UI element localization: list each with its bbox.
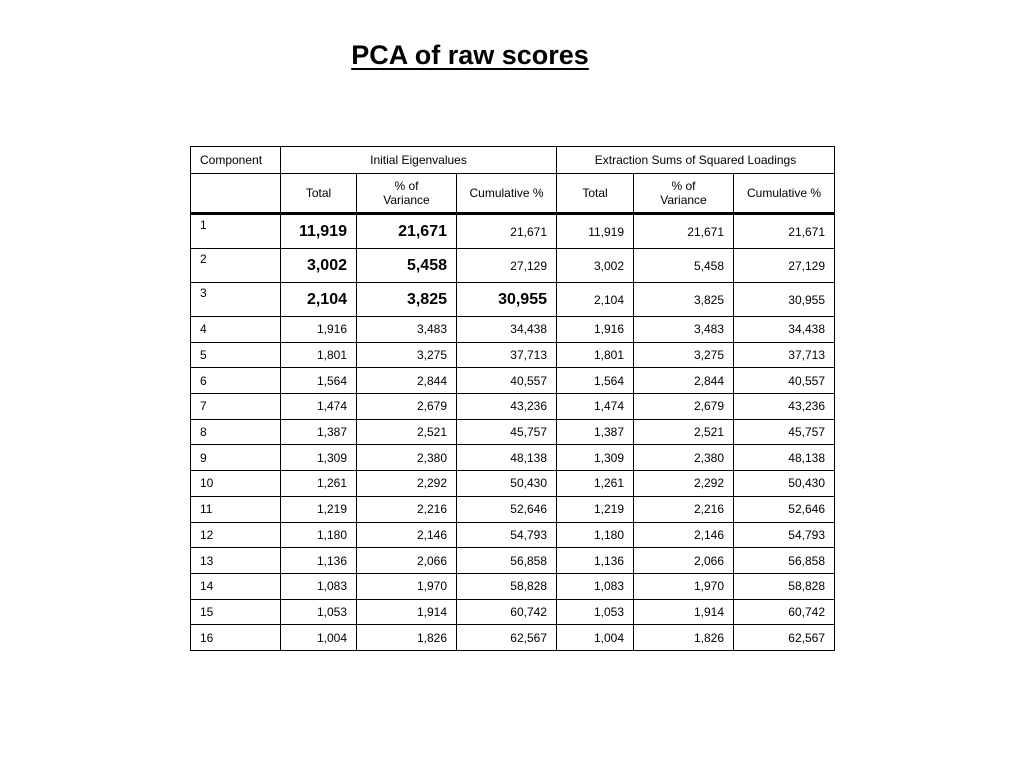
table-row (191, 471, 835, 497)
cell-i-cum: 45,757 (457, 419, 557, 445)
component-number: 6 (191, 368, 281, 394)
table-row (191, 249, 835, 283)
table-row (191, 283, 835, 317)
cell-e-pct: 2,146 (634, 522, 734, 548)
cell-e-total: 3,002 (557, 249, 634, 283)
table-row (191, 522, 835, 548)
cell-e-cum: 40,557 (734, 368, 835, 394)
pct-line1: % of (671, 179, 696, 193)
cell-i-total: 1,180 (281, 522, 357, 548)
cell-e-cum: 54,793 (734, 522, 835, 548)
component-number: 7 (191, 394, 281, 420)
cell-i-total: 1,219 (281, 496, 357, 522)
cell-e-total: 1,083 (557, 573, 634, 599)
component-number: 10 (191, 471, 281, 497)
variance-table (190, 146, 835, 651)
cell-e-cum: 60,742 (734, 599, 835, 625)
table-row (191, 214, 835, 249)
cell-i-total: 1,004 (281, 625, 357, 651)
component-number: 4 (191, 317, 281, 343)
header-component: Component (191, 147, 281, 174)
page-title: PCA of raw scores (351, 40, 589, 70)
cell-i-total: 2,104 (281, 283, 357, 317)
cell-e-pct: 1,914 (634, 599, 734, 625)
cell-e-total: 1,136 (557, 548, 634, 574)
cell-e-pct: 2,380 (634, 445, 734, 471)
cell-e-cum: 58,828 (734, 573, 835, 599)
cell-i-total: 3,002 (281, 249, 357, 283)
header-extraction-cumulative: Cumulative % (734, 174, 835, 214)
cell-i-cum: 52,646 (457, 496, 557, 522)
cell-e-total: 1,004 (557, 625, 634, 651)
cell-i-total: 1,053 (281, 599, 357, 625)
component-number: 11 (191, 496, 281, 522)
cell-e-total: 1,801 (557, 342, 634, 368)
cell-i-pct: 2,521 (357, 419, 457, 445)
pct-line1: % of (394, 179, 419, 193)
component-number: 16 (191, 625, 281, 651)
cell-i-cum: 37,713 (457, 342, 557, 368)
cell-e-total: 1,053 (557, 599, 634, 625)
cell-i-total: 1,261 (281, 471, 357, 497)
cell-e-pct: 1,970 (634, 573, 734, 599)
cell-i-pct: 2,844 (357, 368, 457, 394)
cell-e-cum: 50,430 (734, 471, 835, 497)
header-initial-pct-variance (357, 174, 457, 214)
cell-i-cum: 50,430 (457, 471, 557, 497)
cell-i-total: 1,916 (281, 317, 357, 343)
cell-i-cum: 21,671 (457, 214, 557, 249)
cell-e-total: 1,219 (557, 496, 634, 522)
component-number: 1 (191, 214, 281, 249)
table-row (191, 394, 835, 420)
cell-i-pct: 3,483 (357, 317, 457, 343)
cell-e-pct: 2,066 (634, 548, 734, 574)
component-number: 8 (191, 419, 281, 445)
cell-i-pct: 2,380 (357, 445, 457, 471)
cell-i-cum: 54,793 (457, 522, 557, 548)
cell-i-total: 1,387 (281, 419, 357, 445)
cell-e-pct: 2,844 (634, 368, 734, 394)
header-initial-eigenvalues: Initial Eigenvalues (281, 147, 557, 174)
cell-i-total: 1,083 (281, 573, 357, 599)
component-number: 12 (191, 522, 281, 548)
cell-e-pct: 1,826 (634, 625, 734, 651)
cell-i-pct: 2,216 (357, 496, 457, 522)
cell-i-cum: 27,129 (457, 249, 557, 283)
cell-i-cum: 56,858 (457, 548, 557, 574)
cell-i-cum: 58,828 (457, 573, 557, 599)
cell-i-total: 1,136 (281, 548, 357, 574)
cell-e-total: 1,474 (557, 394, 634, 420)
cell-i-pct: 1,826 (357, 625, 457, 651)
component-number: 15 (191, 599, 281, 625)
cell-i-cum: 43,236 (457, 394, 557, 420)
cell-e-pct: 3,483 (634, 317, 734, 343)
cell-i-cum: 60,742 (457, 599, 557, 625)
component-number: 2 (191, 249, 281, 283)
header-extraction-total: Total (557, 174, 634, 214)
cell-i-pct: 1,970 (357, 573, 457, 599)
cell-e-total: 1,387 (557, 419, 634, 445)
cell-e-cum: 30,955 (734, 283, 835, 317)
table-row (191, 548, 835, 574)
header-row-groups (191, 147, 835, 174)
cell-e-total: 1,309 (557, 445, 634, 471)
cell-i-total: 1,801 (281, 342, 357, 368)
header-extraction-pct-variance (634, 174, 734, 214)
cell-e-cum: 43,236 (734, 394, 835, 420)
cell-i-cum: 48,138 (457, 445, 557, 471)
cell-e-cum: 56,858 (734, 548, 835, 574)
table-row (191, 368, 835, 394)
table-row (191, 342, 835, 368)
cell-i-pct: 2,292 (357, 471, 457, 497)
cell-e-cum: 62,567 (734, 625, 835, 651)
cell-i-total: 11,919 (281, 214, 357, 249)
header-component-blank (191, 174, 281, 214)
cell-e-pct: 21,671 (634, 214, 734, 249)
cell-e-cum: 52,646 (734, 496, 835, 522)
cell-i-cum: 62,567 (457, 625, 557, 651)
cell-i-pct: 21,671 (357, 214, 457, 249)
cell-e-pct: 2,521 (634, 419, 734, 445)
cell-e-cum: 21,671 (734, 214, 835, 249)
cell-i-total: 1,309 (281, 445, 357, 471)
component-number: 3 (191, 283, 281, 317)
cell-i-cum: 34,438 (457, 317, 557, 343)
cell-i-pct: 1,914 (357, 599, 457, 625)
component-number: 5 (191, 342, 281, 368)
pct-line2: Variance (660, 193, 707, 207)
cell-i-cum: 30,955 (457, 283, 557, 317)
table-row (191, 419, 835, 445)
cell-e-total: 1,180 (557, 522, 634, 548)
header-extraction-sums: Extraction Sums of Squared Loadings (557, 147, 835, 174)
component-number: 14 (191, 573, 281, 599)
table-row (191, 496, 835, 522)
header-initial-cumulative: Cumulative % (457, 174, 557, 214)
cell-e-cum: 45,757 (734, 419, 835, 445)
cell-e-pct: 3,825 (634, 283, 734, 317)
cell-e-pct: 2,679 (634, 394, 734, 420)
component-number: 9 (191, 445, 281, 471)
cell-e-total: 1,916 (557, 317, 634, 343)
table-row (191, 599, 835, 625)
header-initial-total: Total (281, 174, 357, 214)
cell-i-pct: 5,458 (357, 249, 457, 283)
header-row-columns (191, 174, 835, 214)
cell-e-cum: 48,138 (734, 445, 835, 471)
cell-i-total: 1,474 (281, 394, 357, 420)
cell-e-total: 1,564 (557, 368, 634, 394)
cell-e-total: 2,104 (557, 283, 634, 317)
cell-i-pct: 3,275 (357, 342, 457, 368)
cell-e-cum: 27,129 (734, 249, 835, 283)
cell-i-pct: 2,146 (357, 522, 457, 548)
cell-e-cum: 34,438 (734, 317, 835, 343)
cell-e-pct: 3,275 (634, 342, 734, 368)
pct-line2: Variance (383, 193, 430, 207)
cell-i-pct: 2,066 (357, 548, 457, 574)
cell-e-pct: 2,216 (634, 496, 734, 522)
cell-e-total: 11,919 (557, 214, 634, 249)
cell-e-total: 1,261 (557, 471, 634, 497)
cell-i-total: 1,564 (281, 368, 357, 394)
table-row (191, 445, 835, 471)
cell-i-pct: 3,825 (357, 283, 457, 317)
cell-i-cum: 40,557 (457, 368, 557, 394)
table-row (191, 317, 835, 343)
table-row (191, 573, 835, 599)
table-row (191, 625, 835, 651)
cell-e-pct: 5,458 (634, 249, 734, 283)
component-number: 13 (191, 548, 281, 574)
cell-i-pct: 2,679 (357, 394, 457, 420)
cell-e-pct: 2,292 (634, 471, 734, 497)
cell-e-cum: 37,713 (734, 342, 835, 368)
